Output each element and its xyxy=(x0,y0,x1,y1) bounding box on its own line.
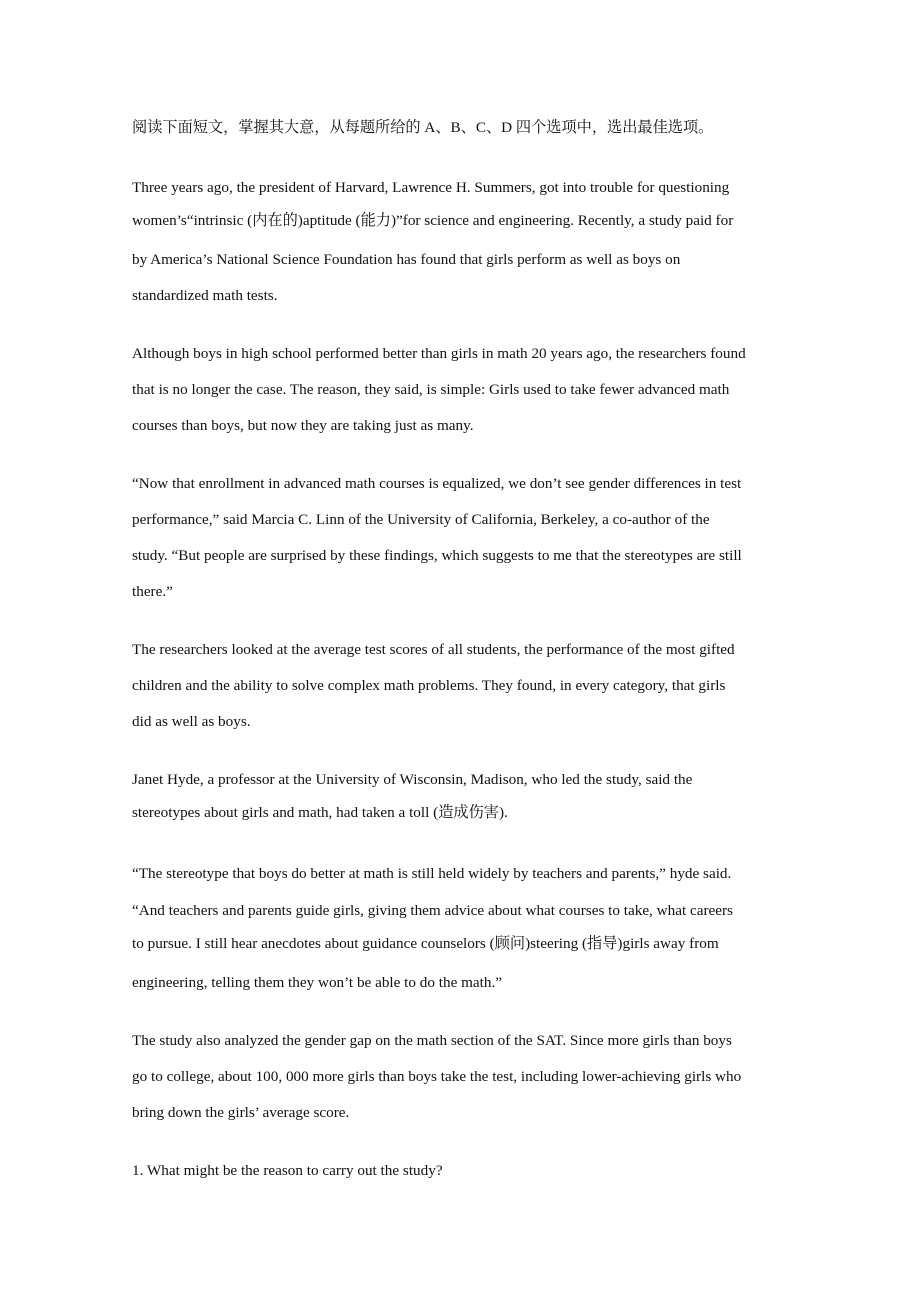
paragraph-line: “Now that enrollment in advanced math courses is equalized, we don’t see gender differences in test xyxy=(132,475,742,492)
paragraph-line: that is no longer the case. The reason, they said, is simple: Girls used to take fewer advanced math xyxy=(132,381,730,398)
paragraph-line: did as well as boys. xyxy=(132,713,251,730)
paragraph-line: by America’s National Science Foundation has found that girls perform as well as boys on xyxy=(132,251,681,268)
question-1: 1. What might be the reason to carry out the study? xyxy=(132,1162,443,1179)
paragraph-line: there.” xyxy=(132,583,173,600)
instruction-text: 阅读下面短文，掌握其大意，从每题所给的 A、B、C、D 四个选项中，选出最佳选项。 xyxy=(132,119,714,136)
paragraph-line: courses than boys, but now they are taking just as many. xyxy=(132,417,474,434)
paragraph-line: The researchers looked at the average test scores of all students, the performance of the most gifted xyxy=(132,641,735,658)
paragraph-line: standardized math tests. xyxy=(132,287,278,304)
paragraph-line: stereotypes about girls and math, had taken a toll (造成伤害). xyxy=(132,804,508,821)
paragraph-line: children and the ability to solve complex math problems. They found, in every category, that girls xyxy=(132,677,726,694)
paragraph-line: bring down the girls’ average score. xyxy=(132,1104,350,1121)
paragraph-line: Three years ago, the president of Harvard, Lawrence H. Summers, got into trouble for questioning xyxy=(132,179,730,196)
paragraph-line: study. “But people are surprised by these findings, which suggests to me that the stereotypes are still xyxy=(132,547,742,564)
paragraph-line: The study also analyzed the gender gap on the math section of the SAT. Since more girls than boys xyxy=(132,1032,732,1049)
paragraph-line: Janet Hyde, a professor at the University of Wisconsin, Madison, who led the study, said the xyxy=(132,771,693,788)
paragraph-line: women’s“intrinsic (内在的)aptitude (能力)”for science and engineering. Recently, a study paid for xyxy=(132,212,734,229)
paragraph-line: to pursue. I still hear anecdotes about guidance counselors (顾问)steering (指导)girls away from xyxy=(132,935,719,952)
paragraph-line: “And teachers and parents guide girls, giving them advice about what courses to take, what careers xyxy=(132,902,733,919)
paragraph-line: Although boys in high school performed better than girls in math 20 years ago, the researchers found xyxy=(132,345,746,362)
paragraph-line: “The stereotype that boys do better at math is still held widely by teachers and parents,” hyde said. xyxy=(132,865,732,882)
paragraph-line: engineering, telling them they won’t be able to do the math.” xyxy=(132,974,503,991)
paragraph-line: performance,” said Marcia C. Linn of the University of California, Berkeley, a co-author of the xyxy=(132,511,710,528)
paragraph-line: go to college, about 100, 000 more girls than boys take the test, including lower-achieving girls who xyxy=(132,1068,742,1085)
